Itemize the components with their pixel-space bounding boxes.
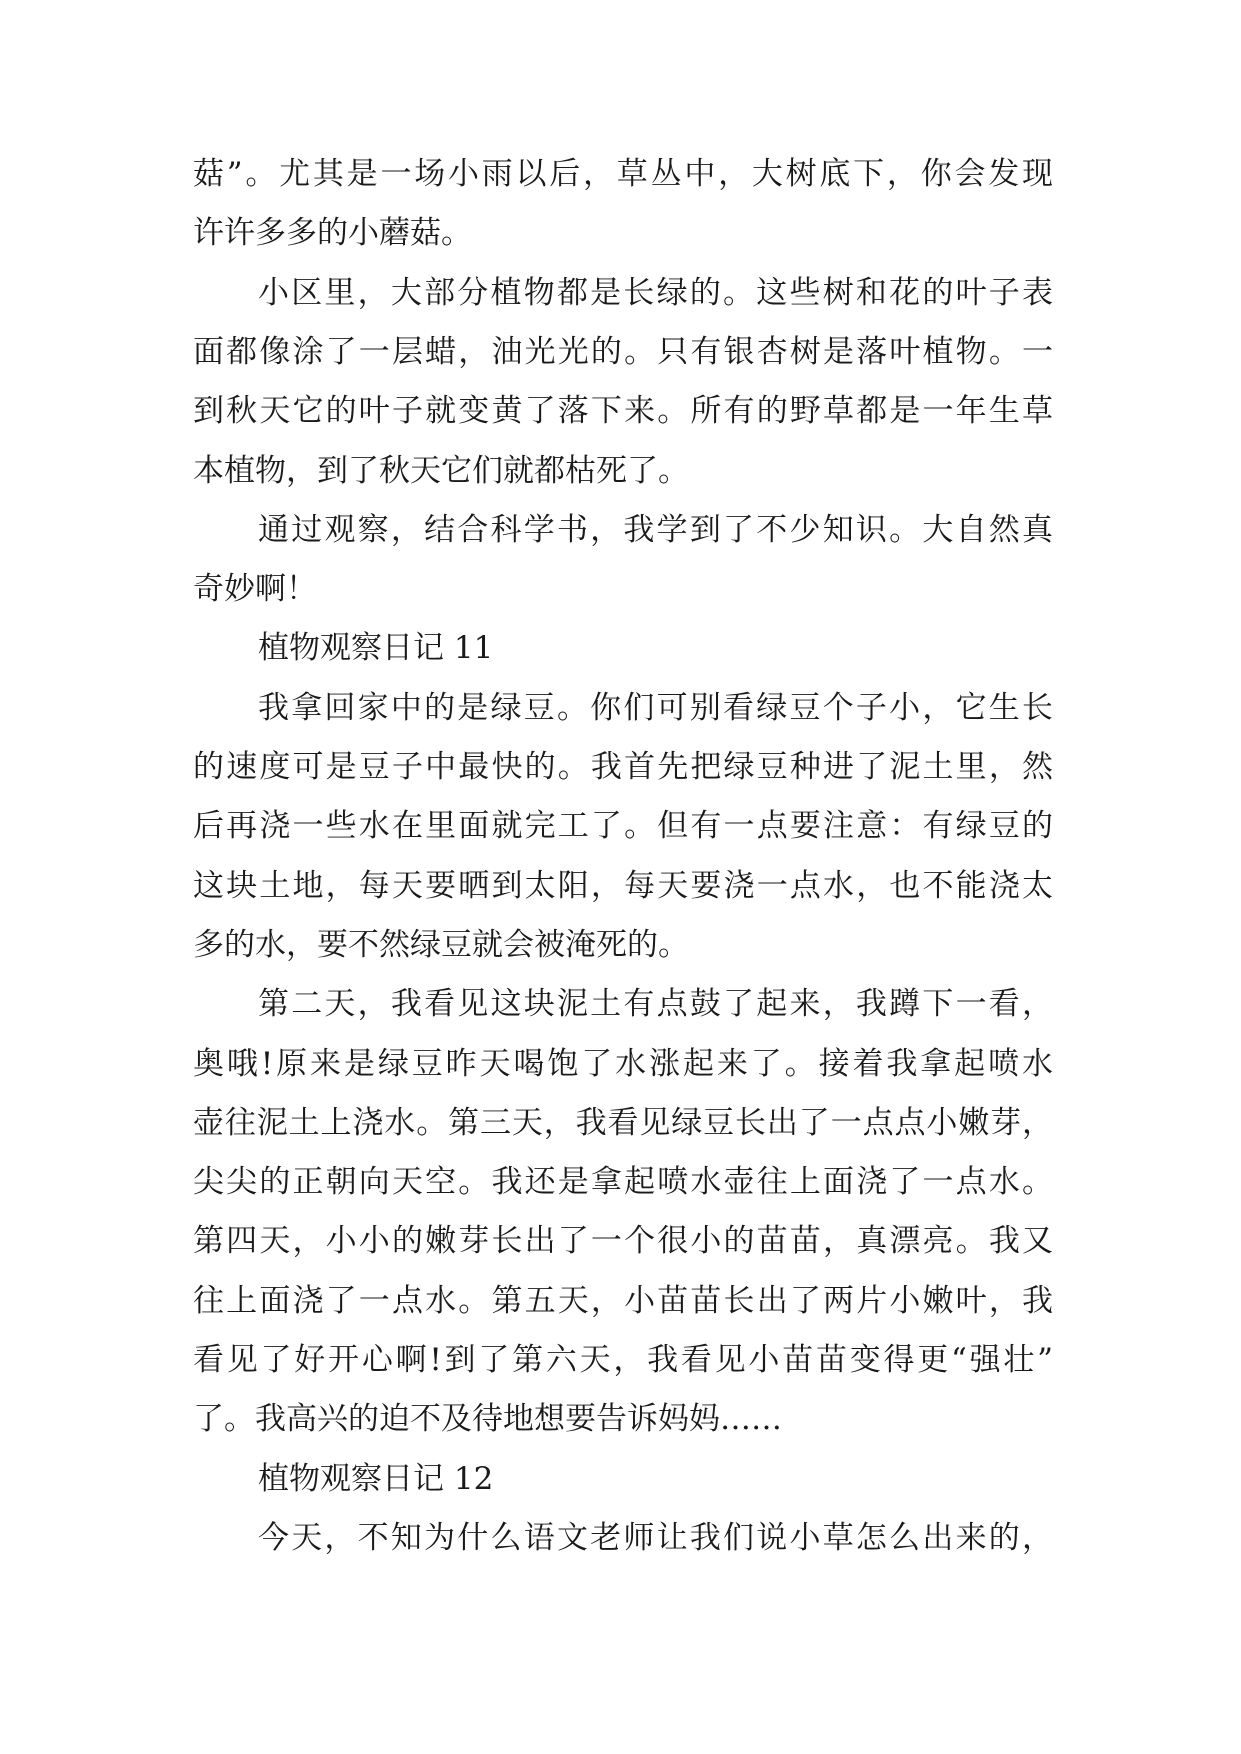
text-line: 许许多多的小蘑菇。 [193, 215, 472, 251]
text-line: 到秋天它的叶子就变黄了落下来。所有的野草都是一年生草 [193, 393, 1053, 429]
text-line: 菇”。尤其是一场小雨以后，草丛中，大树底下，你会发现 [193, 156, 1053, 192]
text-line: 往上面浇了一点水。第五天，小苗苗长出了两片小嫩叶，我 [193, 1283, 1053, 1319]
text-line: 壶往泥土上浇水。第三天，我看见绿豆长出了一点点小嫩芽， [193, 1105, 1053, 1141]
text-line: 植物观察日记 12 [258, 1461, 494, 1497]
text-line: 植物观察日记 11 [258, 630, 494, 666]
text-line: 尖尖的正朝向天空。我还是拿起喷水壶往上面浇了一点水。 [193, 1164, 1053, 1200]
text-line: 这块土地，每天要晒到太阳，每天要浇一点水，也不能浇太 [193, 868, 1053, 904]
text-line: 通过观察，结合科学书，我学到了不少知识。大自然真 [258, 512, 1053, 548]
text-line: 奥哦!原来是绿豆昨天喝饱了水涨起来了。接着我拿起喷水 [193, 1046, 1053, 1082]
text-line: 第二天，我看见这块泥土有点鼓了起来，我蹲下一看， [258, 986, 1053, 1022]
text-line: 我拿回家中的是绿豆。你们可别看绿豆个子小，它生长 [258, 690, 1053, 726]
text-line: 看见了好开心啊!到了第六天，我看见小苗苗变得更“强壮” [193, 1342, 1053, 1378]
text-line: 的速度可是豆子中最快的。我首先把绿豆种进了泥土里，然 [193, 749, 1053, 785]
text-line: 后再浇一些水在里面就完工了。但有一点要注意：有绿豆的 [193, 808, 1053, 844]
text-line: 第四天，小小的嫩芽长出了一个很小的苗苗，真漂亮。我又 [193, 1223, 1053, 1259]
text-line: 小区里，大部分植物都是长绿的。这些树和花的叶子表 [258, 275, 1053, 311]
text-line: 本植物，到了秋天它们就都枯死了。 [193, 453, 689, 489]
text-line: 奇妙啊！ [193, 571, 317, 607]
text-line: 今天，不知为什么语文老师让我们说小草怎么出来的， [258, 1520, 1053, 1556]
text-line: 了。我高兴的迫不及待地想要告诉妈妈…… [193, 1401, 782, 1437]
text-line: 面都像涂了一层蜡，油光光的。只有银杏树是落叶植物。一 [193, 334, 1053, 370]
text-line: 多的水，要不然绿豆就会被淹死的。 [193, 927, 689, 963]
